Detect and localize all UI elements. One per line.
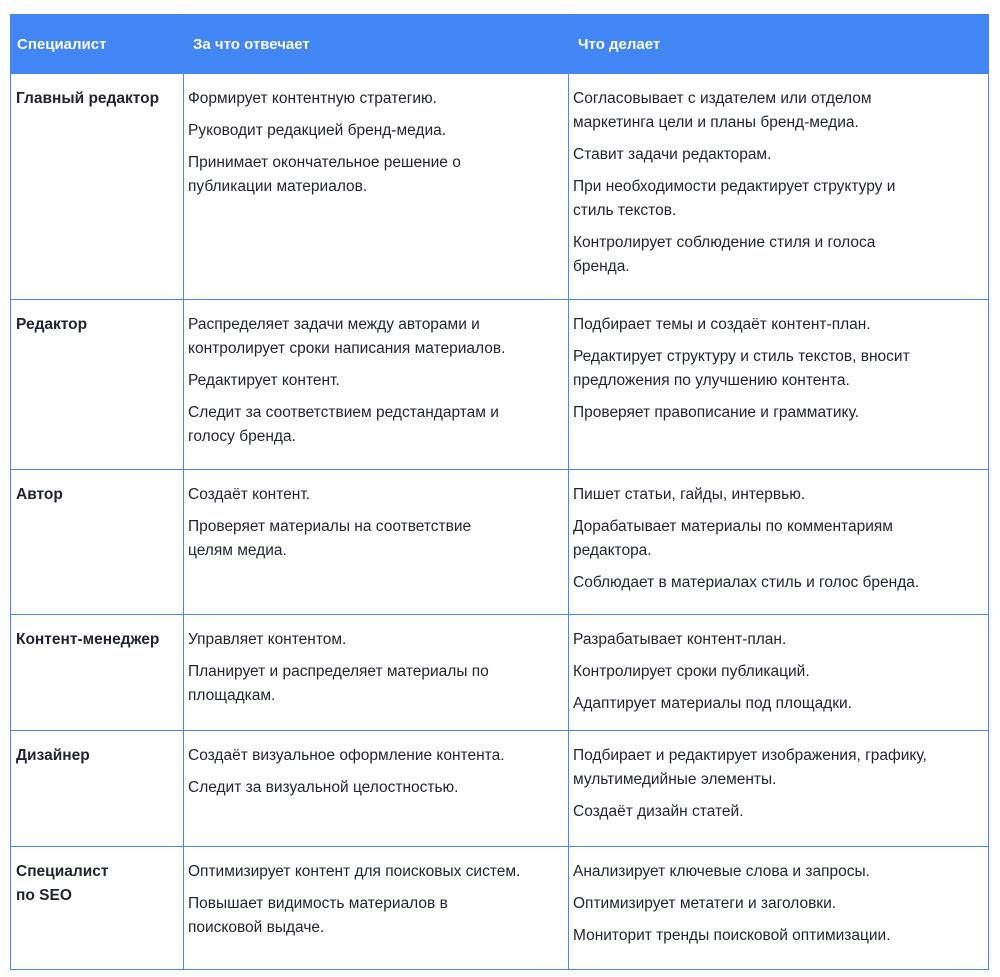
header-specialist: Специалист (11, 15, 184, 74)
specialist-cell: Редактор (11, 300, 184, 470)
task-item: Редактирует структуру и стиль текстов, вносит предложения по улучшению контента. (573, 348, 910, 389)
responsibility-item: Распределяет задачи между авторами и контролирует сроки написания материалов. (188, 316, 506, 357)
responsibility-item: Формирует контентную стратегию. (188, 90, 437, 107)
task-item: Подбирает темы и создаёт контент-план. (573, 316, 871, 333)
does-cell (569, 615, 989, 731)
specialist-cell (11, 847, 184, 970)
specialist-cell: Автор (11, 470, 184, 615)
responsible-cell (184, 847, 569, 970)
responsibility-item: Планирует и распределяет материалы по площадкам. (188, 663, 489, 704)
task-item: Контролирует сроки публикаций. (573, 663, 810, 680)
roles-table (10, 14, 989, 970)
responsible-cell (184, 300, 569, 470)
task-item: Контролирует соблюдение стиля и голоса бренда. (573, 234, 876, 275)
table-row (11, 731, 989, 847)
table-row (11, 470, 989, 615)
task-item: Согласовывает с издателем или отделом маркетинга цели и планы бренд-медиа. (573, 90, 872, 131)
task-item: При необходимости редактирует структуру и стиль текстов. (573, 178, 896, 219)
task-item: Соблюдает в материалах стиль и голос бренда. (573, 574, 920, 591)
responsible-cell (184, 731, 569, 847)
does-cell (569, 847, 989, 970)
responsibility-item: Проверяет материалы на соответствие целям медиа. (188, 518, 472, 559)
responsible-cell (184, 615, 569, 731)
responsibility-item: Создаёт визуальное оформление контента. (188, 747, 505, 764)
task-item: Проверяет правописание и грамматику. (573, 404, 859, 421)
does-cell (569, 470, 989, 615)
does-cell (569, 300, 989, 470)
specialist-cell: Контент-менеджер (11, 615, 184, 731)
specialist-cell: Главный редактор (11, 74, 184, 300)
task-item: Оптимизирует метатеги и заголовки. (573, 895, 837, 912)
responsible-cell (184, 74, 569, 300)
task-item: Дорабатывает материалы по комментариям редактора. (573, 518, 893, 559)
table-row (11, 74, 989, 300)
header-responsible: За что отвечает (184, 15, 569, 74)
responsibility-item: Управляет контентом. (188, 631, 347, 648)
task-item: Ставит задачи редакторам. (573, 146, 772, 163)
table-row (11, 847, 989, 970)
responsible-cell (184, 470, 569, 615)
header-does: Что делает (569, 15, 989, 74)
responsibility-item: Оптимизирует контент для поисковых систем. (188, 863, 521, 880)
specialist-cell: Дизайнер (11, 731, 184, 847)
task-item: Мониторит тренды поисковой оптимизации. (573, 927, 891, 944)
responsibility-item: Следит за соответствием редстандартам и голосу бренда. (188, 404, 499, 445)
task-item: Пишет статьи, гайды, интервью. (573, 486, 806, 503)
responsibility-item: Редактирует контент. (188, 372, 340, 389)
table-header-row (11, 15, 989, 74)
task-item: Разрабатывает контент-план. (573, 631, 787, 648)
responsibility-item: Следит за визуальной целостностью. (188, 779, 459, 796)
task-item: Создаёт дизайн статей. (573, 803, 744, 820)
does-cell (569, 731, 989, 847)
responsibility-item: Создаёт контент. (188, 486, 311, 503)
task-item: Адаптирует материалы под площадки. (573, 695, 852, 712)
specialist-label: Специалист по SEO (16, 863, 109, 904)
responsibility-item: Принимает окончательное решение о публикации материалов. (188, 154, 461, 195)
responsibility-item: Повышает видимость материалов в поисковой выдаче. (188, 895, 448, 936)
does-cell (569, 74, 989, 300)
task-item: Анализирует ключевые слова и запросы. (573, 863, 870, 880)
task-item: Подбирает и редактирует изображения, графику, мультимедийные элементы. (573, 747, 927, 788)
table-row (11, 615, 989, 731)
responsibility-item: Руководит редакцией бренд-медиа. (188, 122, 447, 139)
table-row (11, 300, 989, 470)
